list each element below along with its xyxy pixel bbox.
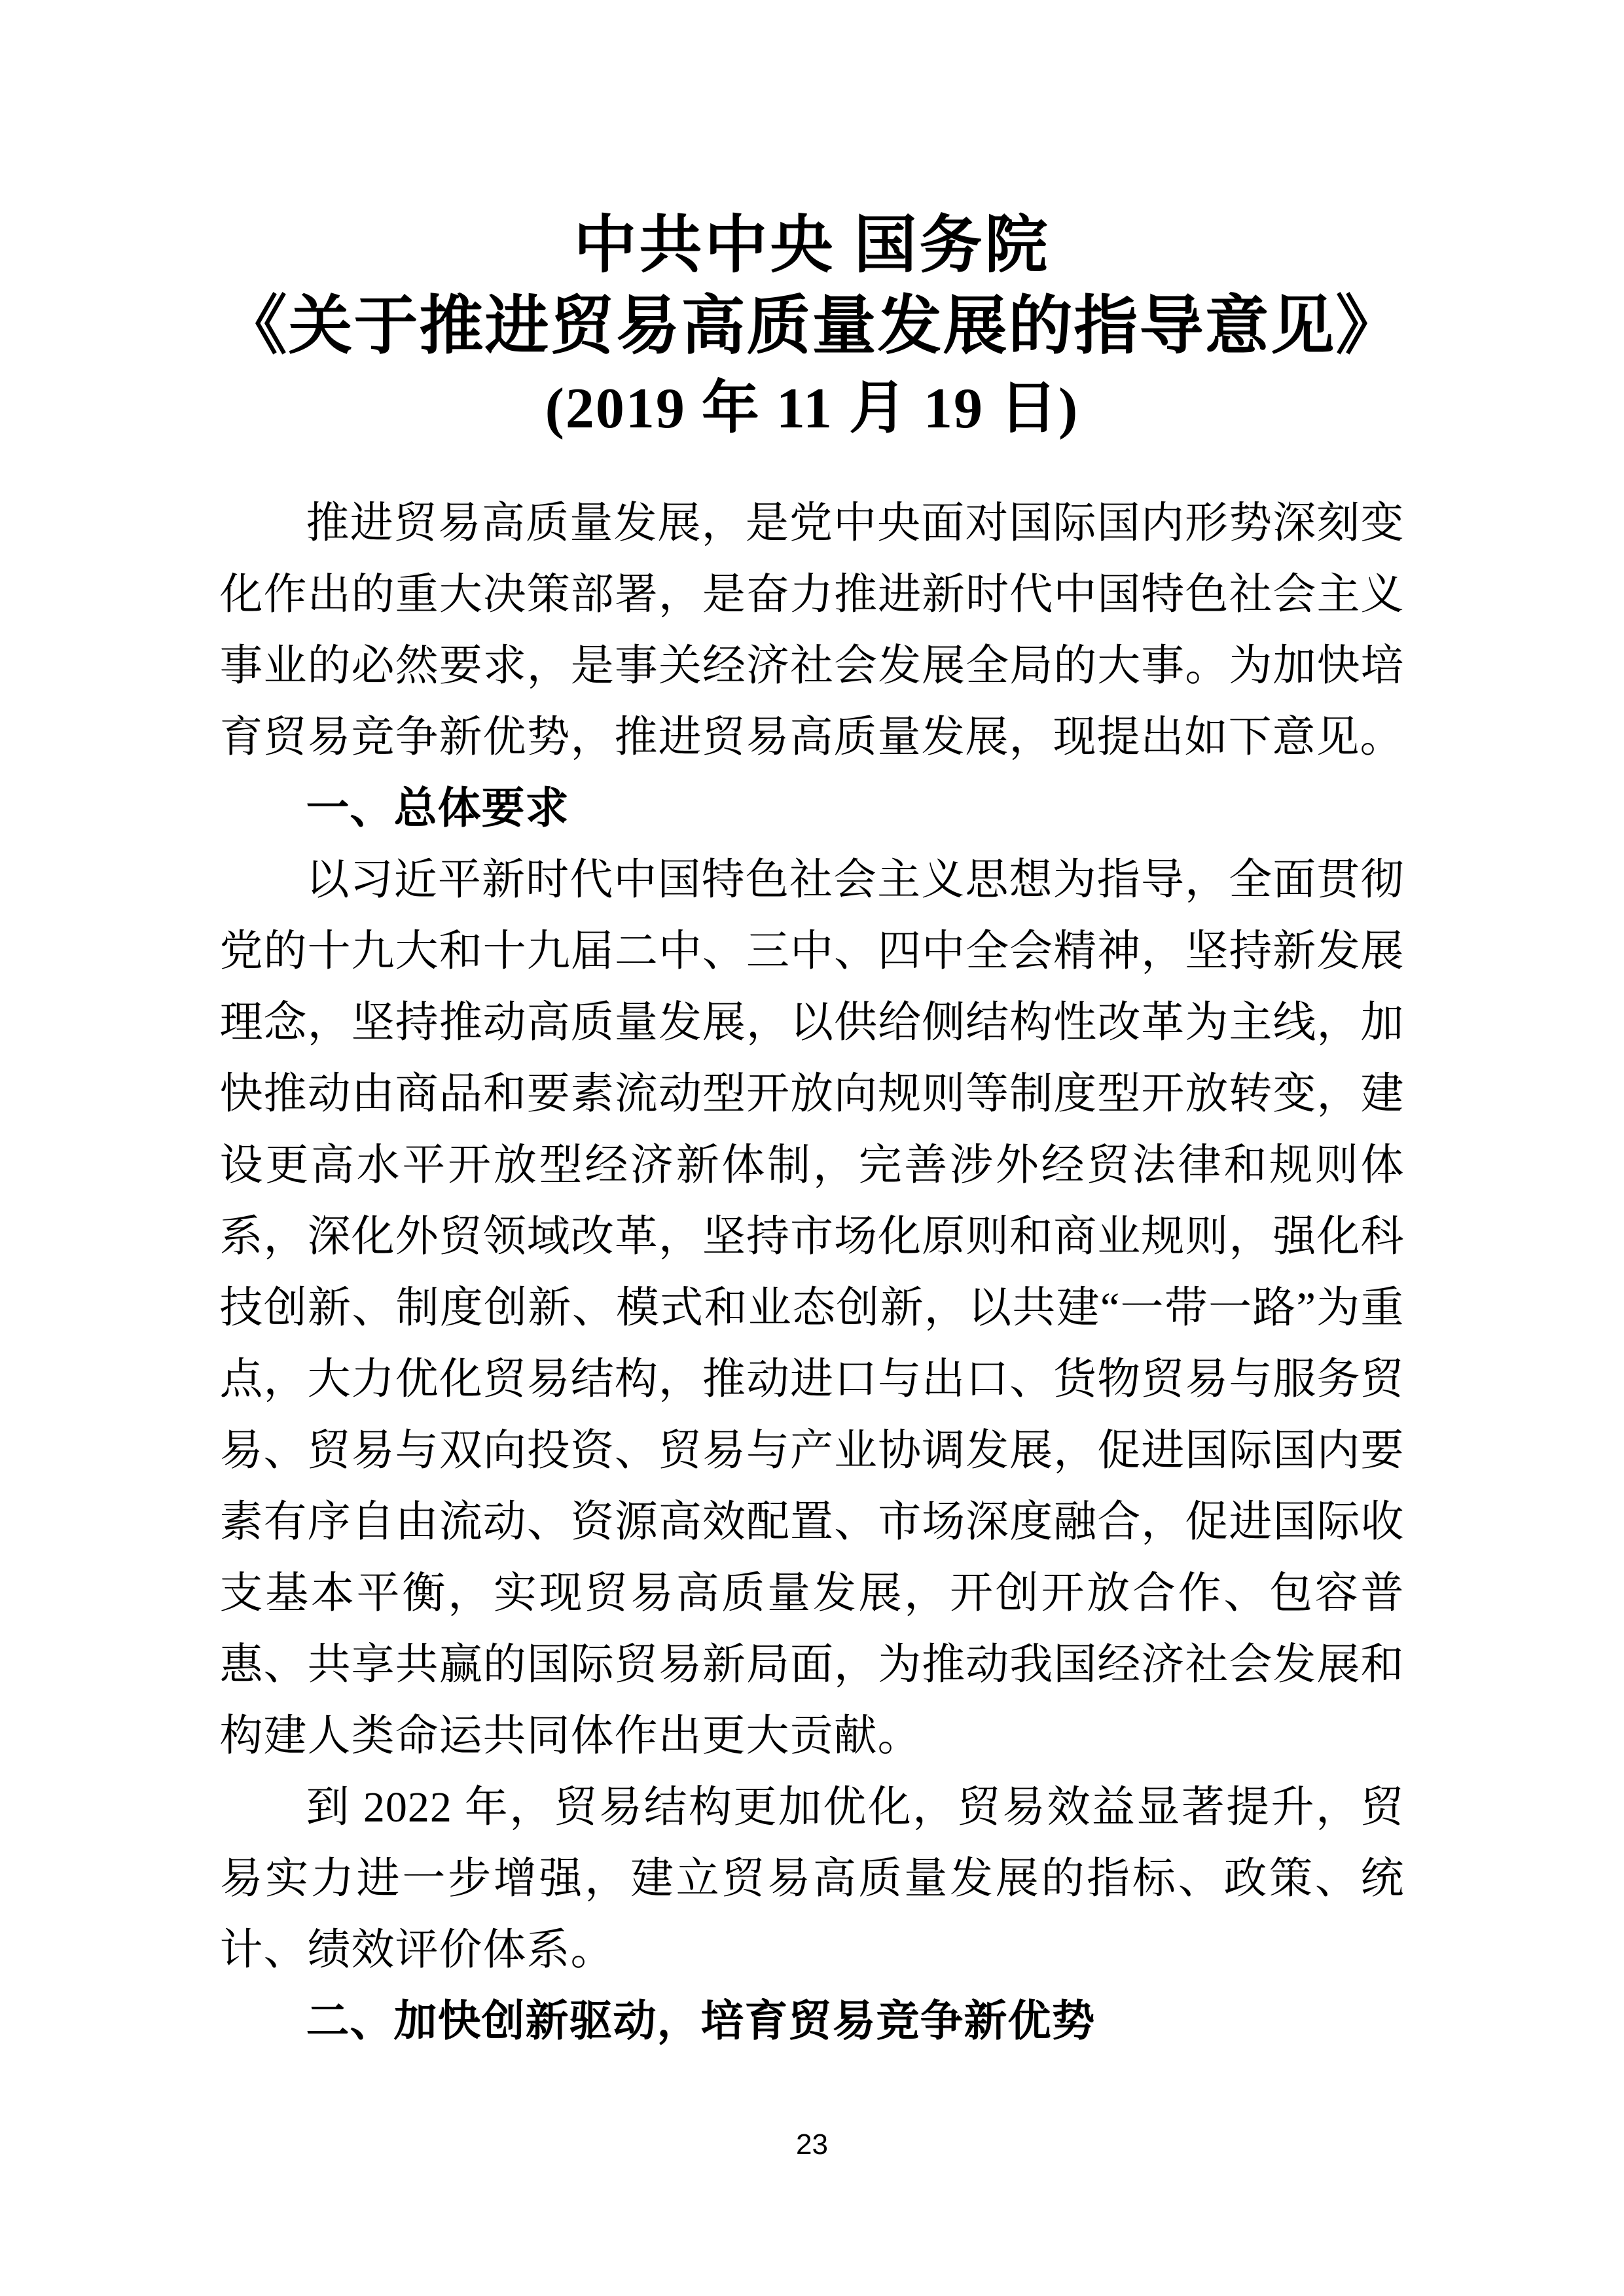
section-heading-innovation-drive: 二、加快创新驱动，培育贸易竞争新优势 [306,1998,1096,2045]
document-body [220,488,1405,2057]
document-title [0,0,1624,450]
section-heading-overall-requirements: 一、总体要求 [306,785,569,833]
title-date: (2019 年 11 月 19 日) [545,377,1079,440]
paragraph-guiding-ideology: 以习近平新时代中国特色社会主义思想为指导，全面贯彻党的十九大和十九届二中、三中、四中全会精神，坚持新发展理念，坚持推动高质量发展，以供给侧结构性改革为主线，加快推动由商品和要素流动型开放向规则等制度型开放转变，建设更高水平开放型经济新体制，完善涉外经贸法律和规则体系，深化外贸领域改革，坚持市场化原则和商业规则，强化科技创新、制度创新、模式和业态创新，以共建“一带一路”为重点，大力优化贸易结构，推动进口与出口、货物贸易与服务贸易、贸易与双向投资、贸易与产业协调发展，促进国际国内要素有序自由流动、资源高效配置、市场深度融合，促进国际收支基本平衡，实现贸易高质量发展，开创开放合作、包容普惠、共享共赢的国际贸易新局面，为推动我国经济社会发展和构建人类命运共同体作出更大贡献。 [219,856,1405,1760]
title-document-name: 《关于推进贸易高质量发展的指导意见》 [223,291,1401,362]
title-issuing-authority: 中共中央 国务院 [573,210,1051,280]
paragraph-introduction: 推进贸易高质量发展，是党中央面对国际国内形势深刻变化作出的重大决策部署，是奋力推进新时代中国特色社会主义事业的必然要求，是事关经济社会发展全局的大事。为加快培育贸易竞争新优势，推进贸易高质量发展，现提出如下意见。 [219,499,1405,761]
paragraph-2022-goals: 到 2022 年，贸易结构更加优化，贸易效益显著提升，贸易实力进一步增强，建立贸易高质量发展的指标、政策、统计、绩效评价体系。 [219,1784,1405,1974]
page-number: 23 [796,2128,828,2161]
